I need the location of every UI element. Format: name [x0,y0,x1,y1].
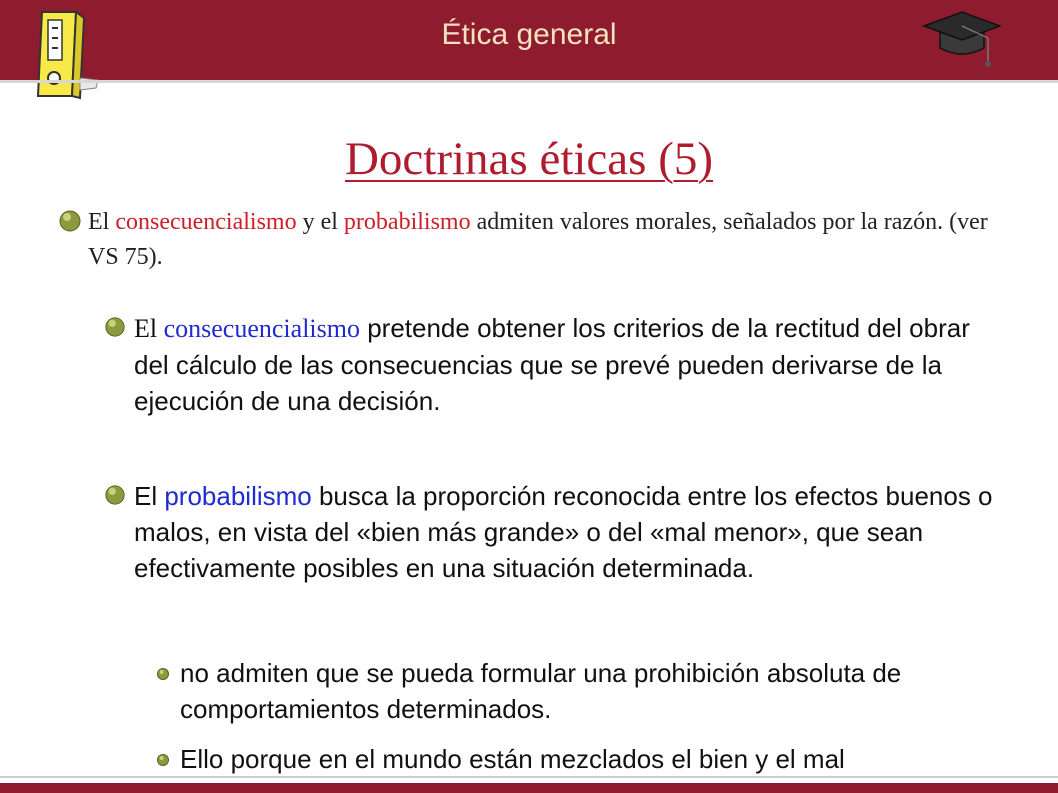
bullet-probabilismo [104,478,1004,586]
graduation-cap-icon [920,8,1002,70]
slide-title: Doctrinas éticas (5) [344,133,713,185]
header-title: Ética general [441,18,617,51]
bullet-text: Ello porque en el mundo están mezclados el bien y el mal [180,744,845,774]
text-segment: admiten valores morales, señalados por la razón. (ver VS 75). [88,209,988,270]
bullet-orb-icon [58,209,82,233]
bullet-text [88,205,1018,275]
term-consecuencialismo: consecuencialismo [115,209,297,235]
text-segment: busca la proporción reconocida entre los efectos buenos o malos, en vista del «bien más grande» o del «mal menor», que sean efectivamente posibles en una situación determinada. [134,481,993,583]
text-segment: pretende obtener los criterios de la rectitud del obrar del cálculo de las consecuencias que se prevé pueden derivarse de la ejecución de una decisión. [134,313,970,416]
term-consecuencialismo: consecuencialismo [163,314,360,343]
bullet-level-3 [156,741,1016,777]
footer-divider [0,776,1058,778]
bullet-consecuencialismo [104,310,1004,419]
bullet-dot-icon [156,667,170,681]
bullet-dot-icon [156,753,170,767]
text-segment: El [134,481,165,511]
bullet-text [134,310,1004,419]
bullet-orb-icon [104,484,126,506]
header-divider [0,80,1058,83]
bullet-text [134,478,1004,586]
text-segment: El [134,314,164,343]
footer-bar [0,783,1058,793]
bullet-orb-icon [104,316,126,338]
term-probabilismo: probabilismo [343,209,471,235]
term-probabilismo: probabilismo [164,481,312,511]
bullet-level-1 [58,205,1018,275]
bullet-text: no admiten que se pueda formular una prohibición absoluta de comportamientos determinados. [180,658,902,724]
header-bar [0,0,1058,80]
text-segment: y el [296,209,344,235]
text-segment: El [88,209,116,235]
bullet-level-3 [156,655,1016,727]
